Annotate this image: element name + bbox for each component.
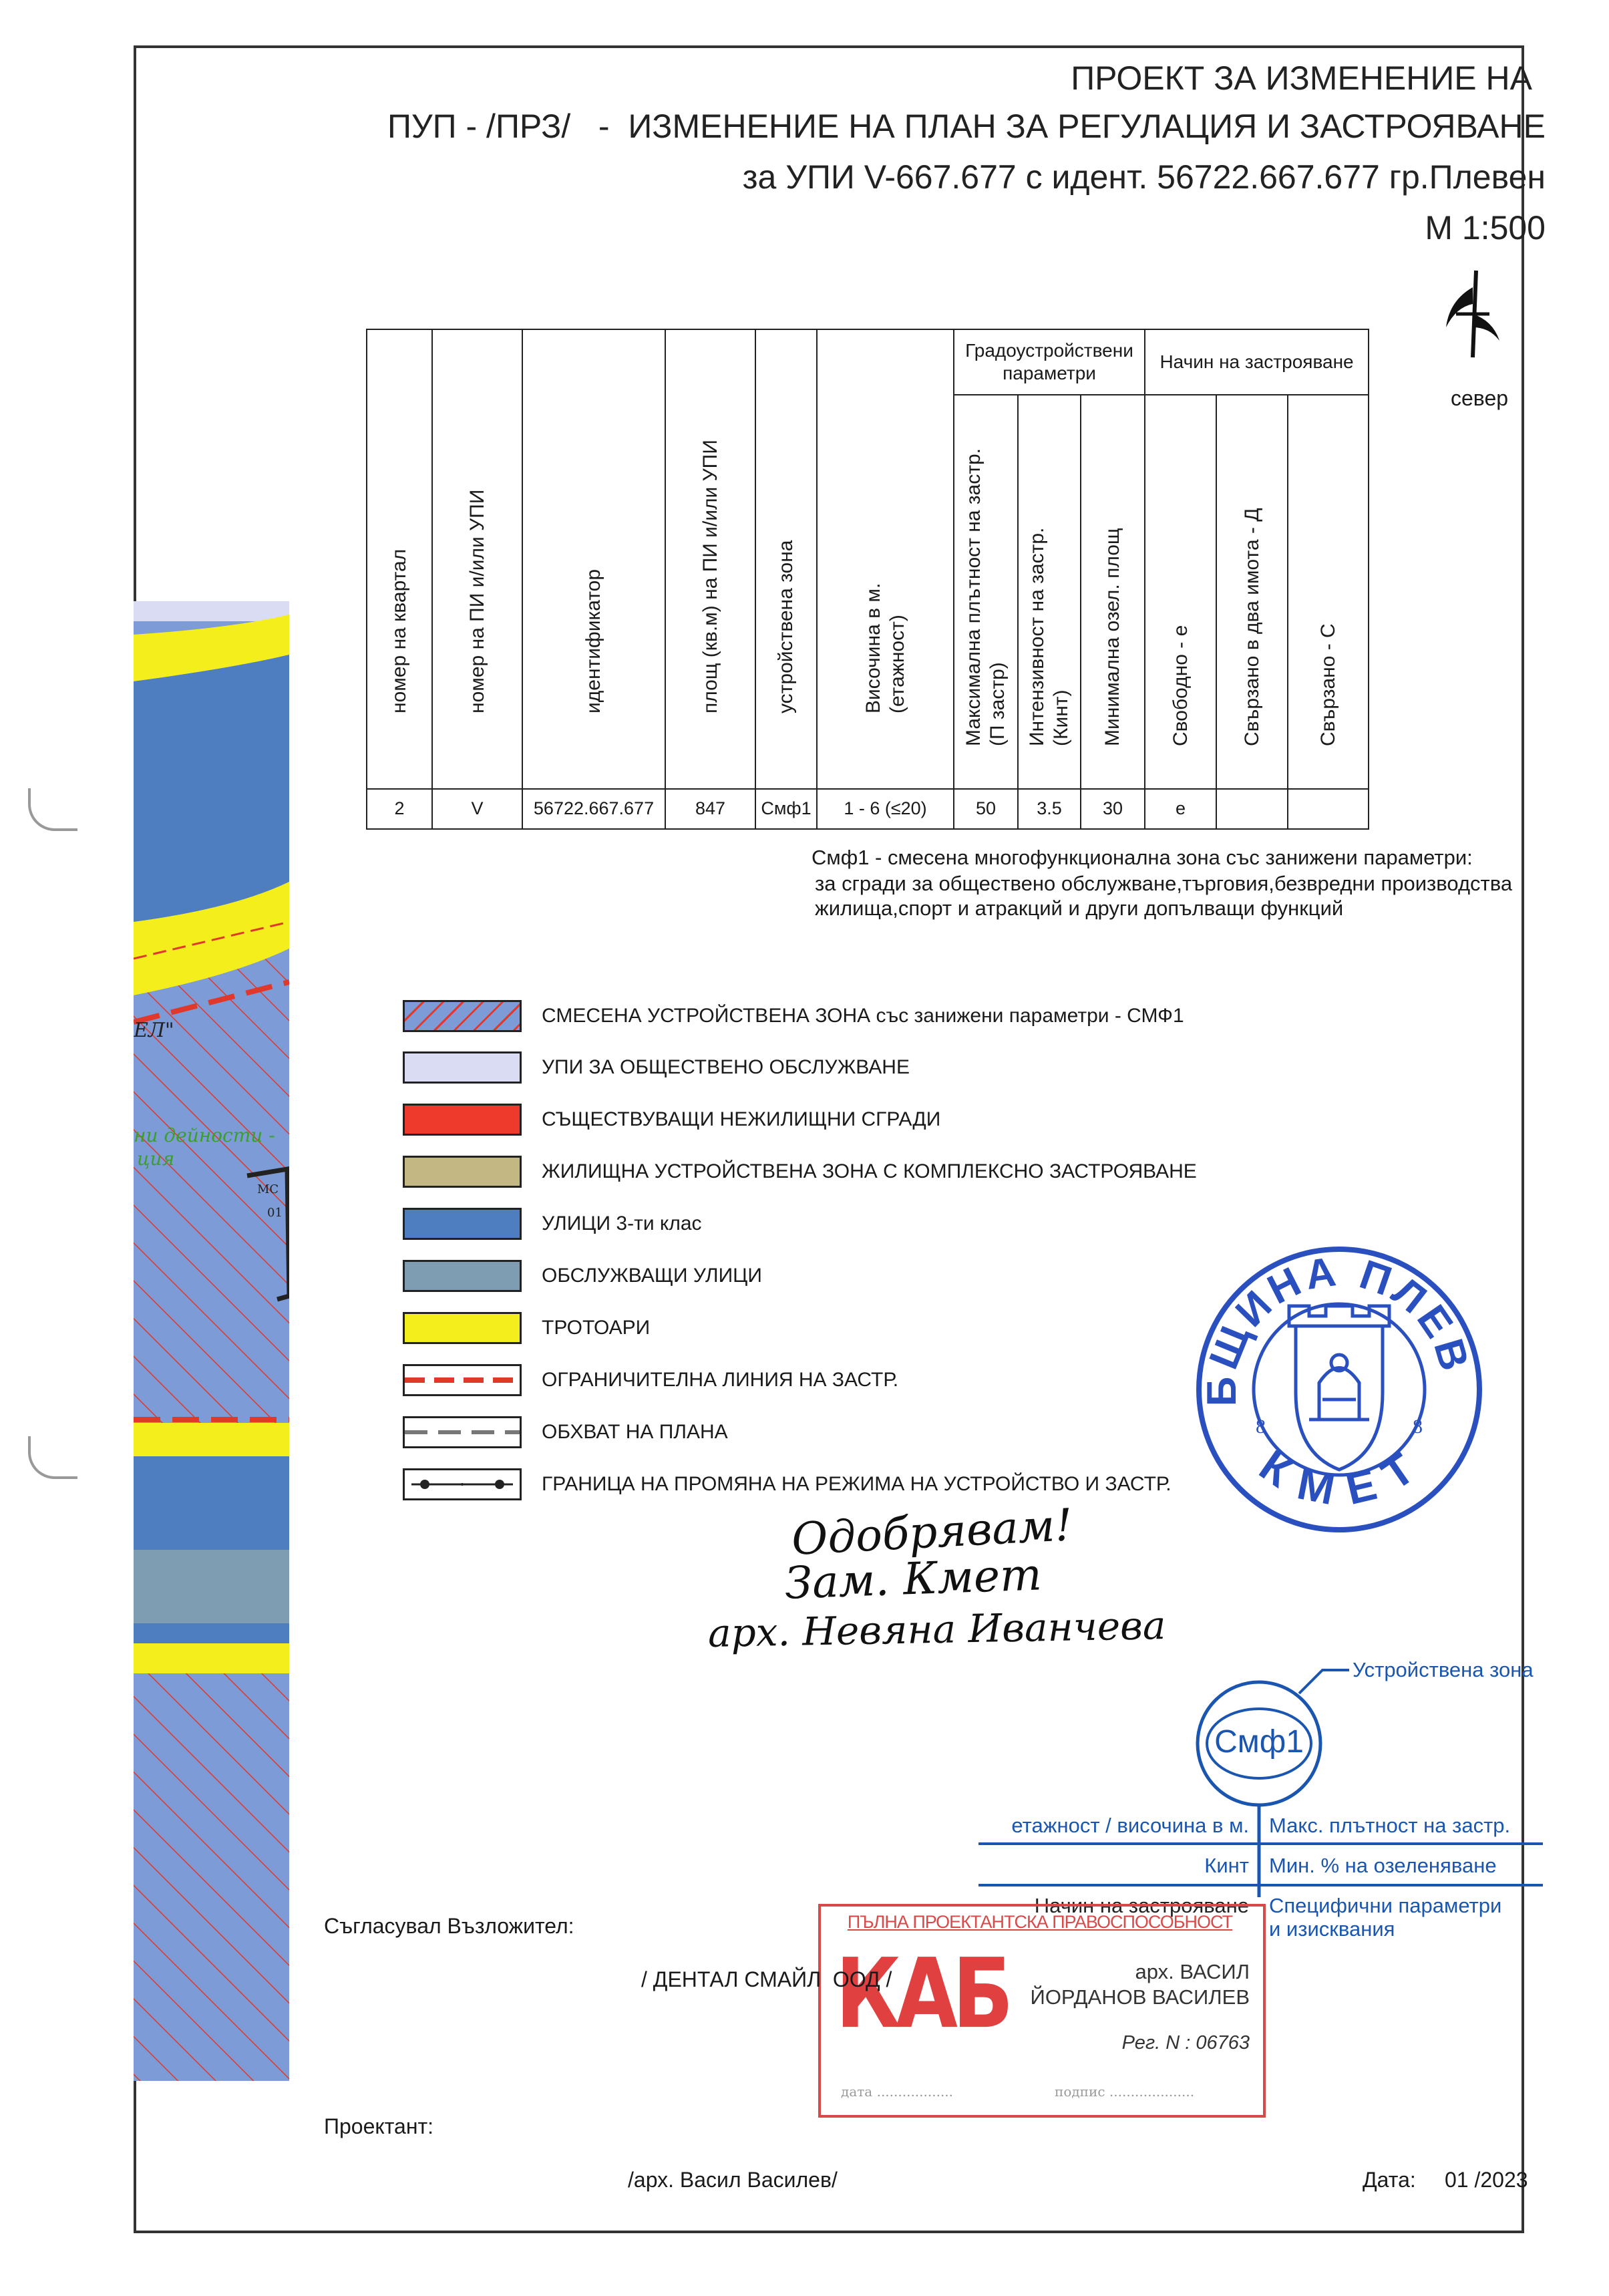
zone-key-r3-right: Специфични параметри — [1269, 1894, 1502, 1917]
zone-note-line-2: за сгради за обществено обслужване,търговия,безвредни производства — [815, 872, 1513, 895]
header-cell-area: площ (кв.м) на ПИ и/или УПИ — [665, 329, 755, 789]
client-name: / ДЕНТАЛ СМАЙЛ ООД / — [641, 1967, 892, 1991]
legend-label: ОБСЛУЖВАЩИ УЛИЦИ — [542, 1265, 762, 1287]
header-cell-quarter: номер на квартал — [367, 329, 432, 789]
architect-stamp — [818, 1904, 1266, 2118]
map-strip — [134, 601, 289, 2081]
stamp-logo: КАБ — [836, 1939, 1009, 2050]
stamp-name-2: ЙОРДАНОВ ВАСИЛЕВ — [1030, 1985, 1250, 2009]
punch-hole-top — [28, 788, 77, 831]
seal-left-number: 8 — [1256, 1416, 1266, 1438]
agreed-label: Съгласувал Възложител: — [324, 1914, 574, 1938]
legend-swatch — [403, 1000, 522, 1032]
legend-swatch — [403, 1156, 522, 1188]
cell-intensity: 3.5 — [1018, 789, 1081, 829]
zone-key-r3-right-2: и изисквания — [1269, 1917, 1395, 1941]
legend-swatch — [403, 1051, 522, 1084]
map-label-1: ЕЛ" — [134, 1019, 174, 1042]
legend-label: ТРОТОАРИ — [542, 1317, 651, 1339]
designer-name: /арх. Васил Василев/ — [628, 2168, 838, 2192]
zone-key-r2-left: Кинт — [1204, 1854, 1249, 1877]
legend-item — [403, 1206, 702, 1241]
svg-text:ОБЩИНА ПЛЕВЕН — [1189, 1239, 1479, 1406]
cell-identifier: 56722.667.677 — [522, 789, 665, 829]
legend-item — [403, 1154, 1197, 1189]
svg-text:КМЕТ — [1251, 1440, 1427, 1515]
scale-label: М 1:500 — [1425, 209, 1546, 247]
legend-item — [403, 1102, 940, 1137]
stamp-reg: Рег. N : 06763 — [1121, 2032, 1250, 2054]
zone-key-title: Устройствена зона — [1353, 1658, 1534, 1681]
north-arrow-icon — [1436, 267, 1509, 361]
cell-zone: Смф1 — [755, 789, 817, 829]
legend-item — [403, 1311, 650, 1345]
legend-swatch — [403, 1468, 522, 1500]
municipal-seal — [1189, 1239, 1489, 1540]
header-cell-free: Свободно - е — [1145, 395, 1216, 789]
header-cell-height: Височина в м. (етажност) — [817, 329, 954, 789]
date-label: Дата: — [1363, 2168, 1416, 2192]
legend-item — [403, 1050, 910, 1085]
seal-bottom-text: КМЕТ — [1251, 1440, 1427, 1515]
cell-area: 847 — [665, 789, 755, 829]
title-line-2: ПУП - /ПРЗ/ - ИЗМЕНЕНИЕ НА ПЛАН ЗА РЕГУЛАЦИЯ И ЗАСТРОЯВАНЕ — [387, 108, 1546, 145]
approval-line-3: арх. Невяна Иванчева — [707, 1603, 1166, 1656]
seal-graphic — [1189, 1239, 1489, 1540]
map-label-4: МС — [257, 1182, 279, 1196]
zone-key-r3-left: Начин на застрояване — [1034, 1894, 1249, 1917]
legend-label: ЖИЛИЩНА УСТРОЙСТВЕНА ЗОНА С КОМПЛЕКСНО ЗАСТРОЯВАНЕ — [542, 1160, 1197, 1182]
approval-line-1: Одобрявам! — [790, 1499, 1074, 1565]
cell-quarter: 2 — [367, 789, 432, 829]
stamp-date: дата .................. — [841, 2084, 954, 2100]
legend-swatch — [403, 1104, 522, 1136]
stamp-signature: подпис .................... — [1055, 2084, 1195, 2100]
legend-swatch — [403, 1208, 522, 1240]
stamp-name-1: арх. ВАСИЛ — [1135, 1960, 1250, 1983]
cell-green: 30 — [1081, 789, 1145, 829]
map-label-5: 01 — [267, 1206, 283, 1220]
seal-right-number: 8 — [1413, 1416, 1423, 1438]
north-label: север — [1451, 386, 1509, 410]
header-cell-twin: Свързано в два имота - Д — [1216, 395, 1288, 789]
zone-key-r1-left: етажност / височина в м. — [1011, 1814, 1249, 1837]
cell-twin — [1216, 789, 1288, 829]
header-cell-green: Минимална озел. площ — [1081, 395, 1145, 789]
legend-label: ОБХВАТ НА ПЛАНА — [542, 1421, 728, 1443]
map-label-3: ция — [137, 1148, 175, 1170]
header-cell-zone: устройствена зона — [755, 329, 817, 789]
punch-hole-bottom — [28, 1436, 77, 1479]
cell-plot: V — [432, 789, 522, 829]
table-row — [367, 789, 1369, 829]
zone-key-r1-right: Макс. плътност на застр. — [1269, 1814, 1511, 1837]
legend-label: СМЕСЕНА УСТРОЙСТВЕНА ЗОНА със занижени параметри - СМФ1 — [542, 1005, 1184, 1027]
legend-label: ГРАНИЦА НА ПРОМЯНА НА РЕЖИМА НА УСТРОЙСТВО И ЗАСТР. — [542, 1473, 1172, 1495]
designer-label: Проектант: — [324, 2114, 434, 2138]
zone-note-line-3: жилища,спорт и атракций и други допълващи функций — [815, 896, 1344, 920]
cell-free: е — [1145, 789, 1216, 829]
header-group-urban: Градоустройствени параметри — [954, 329, 1145, 395]
stamp-header: ПЪЛНА ПРОЕКТАНТСКА ПРАВОСПОСОБНОСТ — [847, 1912, 1233, 1932]
header-group-build: Начин на застрояване — [1145, 329, 1369, 395]
cell-density: 50 — [954, 789, 1018, 829]
cell-linked — [1288, 789, 1369, 829]
legend-item — [403, 1259, 762, 1293]
parameters-table — [366, 329, 1369, 830]
header-cell-density: Максимална плътност на застр. (П застр) — [954, 395, 1018, 789]
legend-item — [403, 1363, 898, 1398]
header-cell-intensity: Интензивност на застр. (Кинт) — [1018, 395, 1081, 789]
title-line-3: за УПИ V-667.677 с идент. 56722.667.677 гр.Плевен — [742, 158, 1546, 196]
legend-item — [403, 1467, 1172, 1502]
map-label-2: ни дейности - — [134, 1124, 275, 1146]
title-line-1: ПРОЕКТ ЗА ИЗМЕНЕНИЕ НА — [1071, 59, 1532, 97]
map-strip-graphic — [134, 601, 289, 2081]
header-cell-plot: номер на ПИ и/или УПИ — [432, 329, 522, 789]
legend-swatch — [403, 1416, 522, 1448]
zone-key-code: Смф1 — [1214, 1724, 1304, 1760]
legend-swatch — [403, 1364, 522, 1396]
legend-swatch — [403, 1312, 522, 1344]
header-cell-linked: Свързано - С — [1288, 395, 1369, 789]
north-arrow — [1436, 267, 1509, 410]
legend-item — [403, 1415, 728, 1450]
seal-top-text: БЩИНА ПЛЕВ — [1198, 1248, 1479, 1407]
date-value: 01 /2023 — [1445, 2168, 1528, 2192]
legend-item — [403, 999, 1184, 1033]
legend-swatch — [403, 1260, 522, 1292]
cell-height: 1 - 6 (≤20) — [817, 789, 954, 829]
legend-label: УЛИЦИ 3-ти клас — [542, 1212, 702, 1235]
header-cell-identifier: идентификатор — [522, 329, 665, 789]
seal-coat-of-arms-icon — [1289, 1306, 1389, 1470]
zone-note-line-1: Смф1 - смесена многофункционална зона със занижени параметри: — [812, 846, 1473, 869]
approval-line-2: Зам. Кмет — [783, 1548, 1043, 1609]
zone-key-r2-right: Мин. % на озеленяване — [1269, 1854, 1497, 1877]
legend-label: УПИ ЗА ОБЩЕСТВЕНО ОБСЛУЖВАНЕ — [542, 1056, 910, 1078]
legend-label: СЪЩЕСТВУВАЩИ НЕЖИЛИЩНИ СГРАДИ — [542, 1108, 941, 1130]
legend-label: ОГРАНИЧИТЕЛНА ЛИНИЯ НА ЗАСТР. — [542, 1369, 899, 1391]
